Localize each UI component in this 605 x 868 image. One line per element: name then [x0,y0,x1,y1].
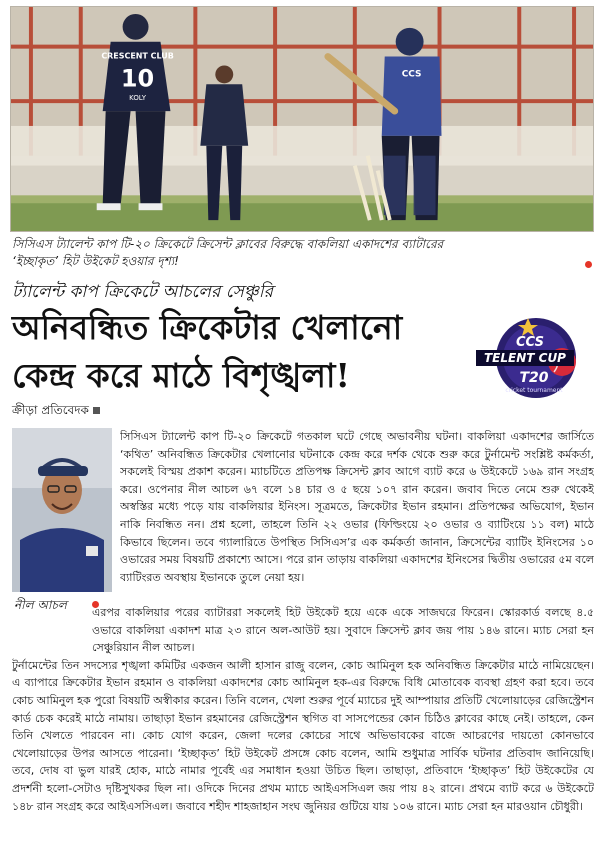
photo-caption-line-2: ‘ইচ্ছাকৃত’ হিট উইকেট হওয়ার দৃশ্য! [12,254,179,268]
article-body-bottom [12,604,594,866]
headline-line-2: কেন্দ্র করে মাঠে বিশৃঙ্খলা! [12,356,350,395]
portrait-caption: নীল আচল [14,598,67,612]
svg-text:KOLY: KOLY [129,94,146,103]
tournament-logo-graphic [474,312,588,402]
article-paragraph-2: এরপর বাকলিয়ার পরের ব্যাটাররা সকলেই হিট উইকেট হয়ে একে একে সাজঘরে ফিরেন। স্কোরকার্ড বলছে ৪.৫ ওভারে বাকলিয়া একাদশ মাত্র ২৩ রানে অল-আউট হয়। সুবাদে ক্রিসেন্ট ক্লাব জয় পায় ১৪৬ রানে। ম্যাচ সেরা হন সেঞ্চুরিয়ান নীল আচল। [92,606,594,655]
svg-text:10: 10 [120,64,155,93]
photo-caption-line-1: সিসিএস ট্যালেন্ট কাপ টি-২০ ক্রিকেটে ক্রিসেন্ট ক্লাবের বিরুদ্ধে বাকলিয়া একাদশের ব্যাটারের [12,237,444,251]
byline [12,402,100,422]
article-body-top [120,428,594,622]
byline-text: ক্রীড়া প্রতিবেদক [12,403,89,417]
svg-text:TELENT CUP: TELENT CUP [484,351,566,365]
main-headline [12,304,472,400]
caption-dot-icon [585,261,592,268]
match-photo-illustration [11,7,593,231]
svg-text:cricket tournament: cricket tournament [505,387,563,394]
svg-text:CCS: CCS [516,335,544,350]
photo-caption [12,236,580,270]
byline-square-icon [93,407,100,414]
article-paragraph-1: সিসিএস ট্যালেন্ট কাপ টি-২০ ক্রিকেটে গতকাল ঘটে গেছে অভাবনীয় ঘটনা। বাকলিয়া একাদশের জার্সিতে ‘কথিত’ অনিবন্ধিত ক্রিকেটার খেলানোর ঘটনাকে কেন্দ্র করে দর্শক থেকে শুরু করে টুর্নামেন্ট সংশ্লিষ্ট কর্মকর্তা, সকলেই বিস্ময় প্রকাশ করেন। ম্যাচটিতে প্রতিপক্ষ ক্রিসেন্ট ক্লাব আগে ব্যাট করে ৬ উইকেটে ১৬৯ রান সংগ্রহ করে। ওপেনার নীল আচল ৬৭ বলে ১৪ চার ও ৫ ছয়ে ১০৭ রান করেন। জবাব দিতে নেমে শুরু থেকেই অস্বস্তির মধ্যে পড়ে যায় বাকলিয়ার ইনিংস। সূত্রমতে, ক্রিকেটার ইভান রহমান। প্রতিপক্ষের অভিযোগ, ইভান নাকি নিবন্ধিত নন। প্রশ্ন হলো, তাহলে তিনি ২২ ওভার (ফিল্ডিংয়ে ২০ ওভার ও ব্যাটিংয়ে ১১ বল) মাঠে কিভাবে ছিলেন। তবে গ্যালারিতে উপস্থিত সিসিএস’র এক কর্মকর্তা জানান, ক্রিসেন্টের ব্যাটিং ইনিংসের ১০ ওভারের সময় বিষয়টি প্রকাশ্যে আসে। পরে রান তাড়ায় বাকলিয়া একাদশের ইনিংসের দ্বিতীয় ওভারের ৫ম বলে ব্যাটিংরত অবস্থায় ইভানকে তুলে নেয়া হয়। [120,430,594,584]
match-photo [10,6,594,232]
player-portrait [12,428,112,592]
svg-text:T20: T20 [519,370,549,386]
headline-line-1: অনিবন্ধিত ক্রিকেটার খেলানো [12,308,403,347]
player-portrait-illustration [12,428,112,592]
article-paragraph-3: টুর্নামেন্টের তিন সদস্যের শৃঙ্খলা কমিটির একজন আলী হাসান রাজু বলেন, কোচ আমিনুল হক অনিবন্ধিত ক্রিকেটার মাঠে নামিয়েছেন। এ ব্যাপারে ক্রিকেটার ইভান রহমান ও বাকলিয়া একাদশের কোচ আমিনুল হক-এর বিরুদ্ধে বিধি মোতাবেক ব্যবস্থা গ্রহণ করা হবে। তবে কোচ আমিনুল হক পুরো বিষয়টি অস্বীকার করেন। তিনি বলেন, খেলা শুরুর পূর্বে ম্যাচের দুই আম্পায়ার প্রতিটি খেলোয়াড়ের রেজিস্ট্রেশন কার্ড চেক করেই মাঠে নামায়। তাছাড়া ইভান রহমানের রেজিস্ট্রেশন স্থগিত বা সাসপেন্ডের কোন চিঠিও ক্লাবের কাছে নেই। তাহলে, কেন তিনি খেলতে পারবেন না। কোচ যোগ করেন, জেলা দলের কোচের সাথে অভিভাবকের বাজে আচরণের দায়তো কোনভাবে খেলোয়াড়ের উপর আসতে পারেনা। ‘ইচ্ছাকৃত’ হিট উইকেট প্রসঙ্গে কোচ বলেন, আমি শুধুমাত্র সার্বিক ঘটনার প্রতিবাদ জানিয়েছি। তবে, দোষ বা ভুল যারই হোক, মাঠে নামার পূর্বেই এর সমাধান হওয়া উচিত ছিল। তাছাড়া, প্রতিবাদে ‘ইচ্ছাকৃত’ হিট উইকেটের যে প্রদর্শনী হলো-সেটাও দৃষ্টিসুখকর ছিল না। ওদিকে দিনের প্রথম ম্যাচে আইএসসিএল জয় পায় ৪২ রানে। প্রথমে ব্যাট করে ৬ উইকেটে ১৪৮ রান সংগ্রহ করে আইএসসিএল। জবাবে শহীদ শাহজাহান সংঘ জুনিয়র গুটিয়ে যায় ১০৬ রানে। ম্যাচ সেরা হন মারওয়ান চৌধুরী। [12,658,594,813]
kicker-headline: ট্যালেন্ট কাপ ক্রিকেটে আচলের সেঞ্চুরি [12,282,273,302]
tournament-logo [474,312,588,402]
svg-text:CCS: CCS [401,69,422,80]
svg-text:CRESCENT CLUB: CRESCENT CLUB [101,51,174,61]
